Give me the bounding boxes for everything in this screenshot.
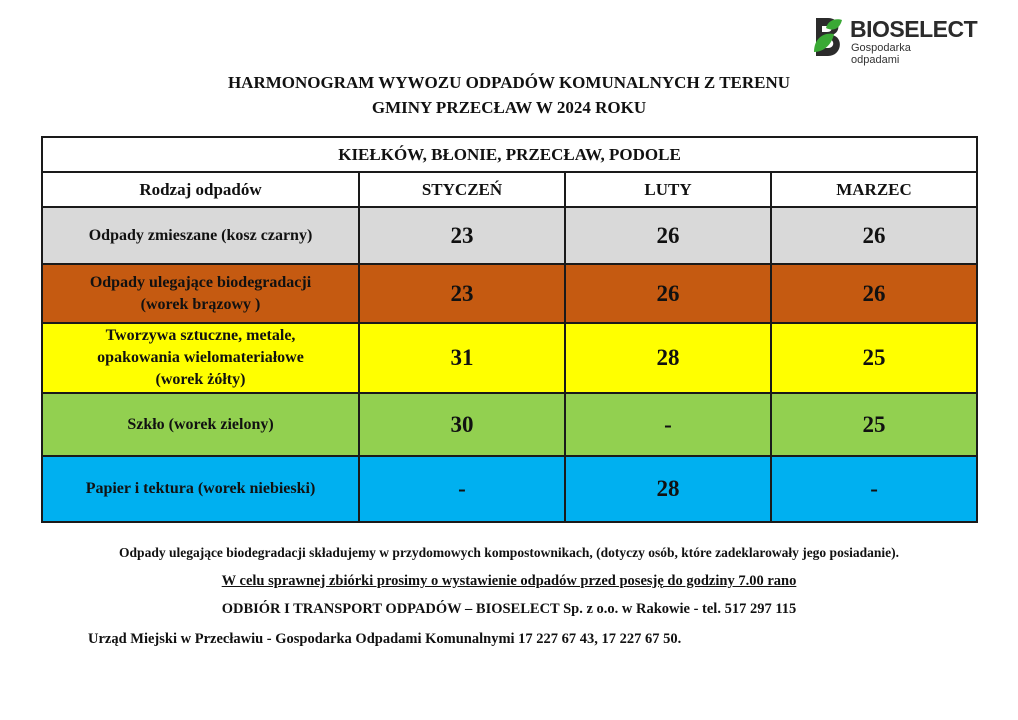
category-cell: Papier i tektura (worek niebieski) <box>42 456 359 522</box>
compost-note: Odpady ulegające biodegradacji składujemy w przydomowych kompostownikach, (dotyczy osób, które zadeklarowały jego posiadanie). <box>119 545 899 560</box>
category-cell: Odpady ulegające biodegradacji (worek brązowy ) <box>42 264 359 323</box>
logo-tagline: Gospodarka odpadami <box>851 42 911 66</box>
date-cell-march: - <box>771 456 977 522</box>
date-cell-february: - <box>565 393 771 456</box>
date-cell-january: 23 <box>359 207 565 264</box>
contractor-note: ODBIÓR I TRANSPORT ODPADÓW – BIOSELECT Sp. z o.o. w Rakowie - tel. 517 297 115 <box>221 601 797 617</box>
date-cell-march: 26 <box>771 207 977 264</box>
date-cell-march: 26 <box>771 264 977 323</box>
table-row-paper <box>42 456 977 522</box>
category-cell: Tworzywa sztuczne, metale, opakowania wielomateriałowe (worek żółty) <box>42 323 359 393</box>
date-cell-february: 28 <box>565 456 771 522</box>
schedule-table <box>41 136 978 523</box>
office-note: Urząd Miejski w Przecławiu - Gospodarka Odpadami Komunalnymi 17 227 67 43, 17 227 67 50. <box>88 631 682 647</box>
area-header: KIEŁKÓW, BŁONIE, PRZECŁAW, PODOLE <box>42 137 977 172</box>
column-header-march: MARZEC <box>771 172 977 207</box>
date-cell-january: - <box>359 456 565 522</box>
table-row-glass <box>42 393 977 456</box>
bioselect-logo <box>812 14 978 66</box>
instruction-note: W celu sprawnej zbiórki prosimy o wystawienie odpadów przed posesję do godziny 7.00 rano <box>221 573 797 589</box>
category-cell: Odpady zmieszane (kosz czarny) <box>42 207 359 264</box>
table-row-biodegradable <box>42 264 977 323</box>
logo-brand: BIOSELECT <box>850 16 978 42</box>
date-cell-january: 23 <box>359 264 565 323</box>
column-header-category: Rodzaj odpadów <box>42 172 359 207</box>
table-row-plastics-metals <box>42 323 977 393</box>
page-title-line-2: GMINY PRZECŁAW W 2024 ROKU <box>371 98 647 117</box>
date-cell-february: 28 <box>565 323 771 393</box>
column-header-january: STYCZEŃ <box>359 172 565 207</box>
page-title-line-1: HARMONOGRAM WYWOZU ODPADÓW KOMUNALNYCH Z TERENU <box>227 73 791 92</box>
table-row-mixed-waste <box>42 207 977 264</box>
date-cell-february: 26 <box>565 207 771 264</box>
date-cell-january: 31 <box>359 323 565 393</box>
date-cell-march: 25 <box>771 393 977 456</box>
leaf-b-icon <box>812 14 848 60</box>
category-cell: Szkło (worek zielony) <box>42 393 359 456</box>
column-header-february: LUTY <box>565 172 771 207</box>
date-cell-march: 25 <box>771 323 977 393</box>
date-cell-january: 30 <box>359 393 565 456</box>
date-cell-february: 26 <box>565 264 771 323</box>
